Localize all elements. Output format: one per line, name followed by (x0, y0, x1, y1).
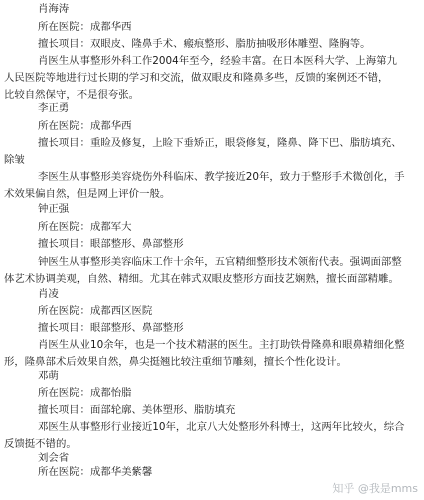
doctor-name: 刘会省 (38, 452, 70, 464)
doctor-description-line: 李医生从事整形美容烧伤外科临床、教学接近20年，致力于整形手术微创化，手 (38, 171, 405, 183)
doctor-specialty: 擅长项目：眼部整形、鼻部整形 (38, 238, 184, 250)
doctor-description-line: 肖医生从业10余年，也是一个技术精湛的医生。主打助铁骨隆鼻和眼鼻精细化整 (38, 339, 405, 351)
doctor-name: 李正勇 (38, 102, 70, 114)
doctor-name: 钟正强 (38, 203, 70, 215)
doctor-specialty: 擅长项目：重睑及修复，上睑下垂矫正，眼袋修复，隆鼻、降下巴、脂肪填充、 (38, 137, 402, 149)
doctor-specialty: 擅长项目：眼部整形、鼻部整形 (38, 322, 184, 334)
doctor-description-line: 形，隆鼻部术后效果自然，鼻尖挺翘比较注重细节雕刻，擅长个性化设计。 (4, 356, 347, 368)
zhihu-watermark: 知乎 @我是mms (332, 482, 418, 495)
doctor-description-line: 钟医生从事整形美容临床工作十余年，五官精细整形技术领衔代表。强调面部整 (38, 256, 402, 268)
doctor-specialty: 擅长项目：面部轮廓、美体塑形、脂肪填充 (38, 404, 236, 416)
doctor-hospital: 所在医院：成都怡脂 (38, 387, 132, 399)
doctor-specialty-line: 除皱 (4, 154, 25, 166)
doctor-description-line: 邓医生从事整形行业接近10年，北京八大处整形外科博士，这两年比较火，综合 (38, 421, 405, 433)
doctor-hospital: 所在医院：成都华西 (38, 120, 132, 132)
doctor-hospital: 所在医院：成都军大 (38, 221, 132, 233)
doctor-hospital: 所在医院：成都华西 (38, 21, 132, 33)
doctor-description-line: 术效果偏自然，但是网上评价一般。 (4, 188, 171, 200)
doctor-description-line: 比较自然保守，不是很夸张。 (4, 89, 140, 101)
doctor-description-line: 人民医院等地进行过长期的学习和交流，做双眼皮和隆鼻多些，反馈的案例还不错， (4, 72, 389, 84)
doctor-description-line: 肖医生从事整形外科工作2004年至今，经验丰富。在日本医科大学、上海第九 (38, 55, 397, 67)
doctor-specialty: 擅长项目：双眼皮、隆鼻手术、瘢痕整形、脂肪抽吸形体雕塑、隆胸等。 (38, 38, 371, 50)
doctor-hospital: 所在医院：成都西区医院 (38, 305, 153, 317)
doctor-name: 肖凌 (38, 288, 59, 300)
doctor-description-line: 反馈挺不错的。 (4, 438, 77, 450)
doctor-name: 邓萌 (38, 370, 59, 382)
doctor-name: 肖海涛 (38, 3, 70, 15)
doctor-description-line: 体艺术协调美观，自然、精细。尤其在韩式双眼皮整形方面技艺娴熟，擅长面部精雕。 (4, 273, 399, 285)
doctor-hospital: 所在医院：成都华美紫馨 (38, 466, 153, 478)
